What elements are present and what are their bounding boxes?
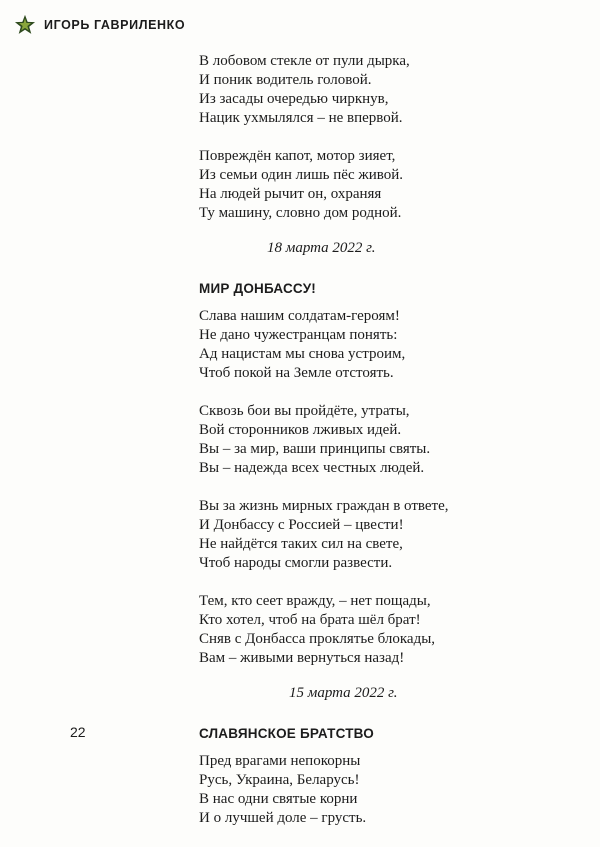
stanza bbox=[199, 52, 579, 128]
star-icon bbox=[14, 14, 36, 35]
poem-line: Из семьи один лишь пёс живой. bbox=[199, 167, 404, 183]
poem-date: 15 марта 2022 г. bbox=[289, 685, 398, 701]
poem-line: В лобовом стекле от пули дырка, bbox=[199, 53, 410, 69]
poem-line: Тем, кто сеет вражду, – нет пощады, bbox=[199, 593, 431, 609]
poem-line: Ту машину, словно дом родной. bbox=[199, 205, 402, 221]
poem-line: Слава нашим солдатам-героям! bbox=[199, 308, 400, 324]
poem-line: Чтоб народы смогли развести. bbox=[199, 555, 393, 571]
poem-line: Сквозь бои вы пройдёте, утраты, bbox=[199, 403, 410, 419]
poem-3 bbox=[199, 725, 579, 828]
poem-line: Русь, Украина, Беларусь! bbox=[199, 772, 360, 788]
stanza bbox=[199, 147, 579, 223]
poem-title: СЛАВЯНСКОЕ БРАТСТВО bbox=[199, 726, 374, 741]
poem-line: Не дано чужестранцам понять: bbox=[199, 327, 398, 343]
poem-line: Вы – надежда всех честных людей. bbox=[199, 460, 425, 476]
author-name: ИГОРЬ ГАВРИЛЕНКО bbox=[44, 17, 186, 32]
poem-line: Кто хотел, чтоб на брата шёл брат! bbox=[199, 612, 421, 628]
stanza bbox=[199, 752, 579, 828]
stanza bbox=[199, 307, 579, 383]
poem-line: Не найдётся таких сил на свете, bbox=[199, 536, 403, 552]
poem-line: Ад нацистам мы снова устроим, bbox=[199, 346, 406, 362]
poem-line: Вой сторонников лживых идей. bbox=[199, 422, 402, 438]
poem-line: Нацик ухмылялся – не впервой. bbox=[199, 110, 403, 126]
poem-line: И о лучшей доле – грусть. bbox=[199, 810, 367, 826]
poem-line: И Донбассу с Россией – цвести! bbox=[199, 517, 404, 533]
poem-line: Вы за жизнь мирных граждан в ответе, bbox=[199, 498, 449, 514]
poem-2 bbox=[199, 280, 579, 703]
poem-line: Чтоб покой на Земле отстоять. bbox=[199, 365, 394, 381]
page-number: 22 bbox=[70, 724, 86, 740]
poem-1 bbox=[199, 52, 579, 258]
poem-line: Пред врагами непокорны bbox=[199, 753, 361, 769]
poem-line: И поник водитель головой. bbox=[199, 72, 372, 88]
poem-line: На людей рычит он, охраняя bbox=[199, 186, 382, 202]
poem-line: В нас одни святые корни bbox=[199, 791, 358, 807]
poem-line: Вы – за мир, ваши принципы святы. bbox=[199, 441, 431, 457]
page-content bbox=[199, 52, 579, 847]
stanza bbox=[199, 402, 579, 478]
stanza bbox=[199, 497, 579, 573]
poem-line: Из засады очередью чиркнув, bbox=[199, 91, 389, 107]
poem-line: Вам – живыми вернуться назад! bbox=[199, 650, 405, 666]
poem-date: 18 марта 2022 г. bbox=[267, 240, 376, 256]
poem-line: Сняв с Донбасса проклятье блокады, bbox=[199, 631, 436, 647]
poem-title: МИР ДОНБАССУ! bbox=[199, 281, 316, 296]
poem-line: Повреждён капот, мотор зияет, bbox=[199, 148, 396, 164]
stanza bbox=[199, 592, 579, 668]
page-header bbox=[14, 14, 185, 35]
